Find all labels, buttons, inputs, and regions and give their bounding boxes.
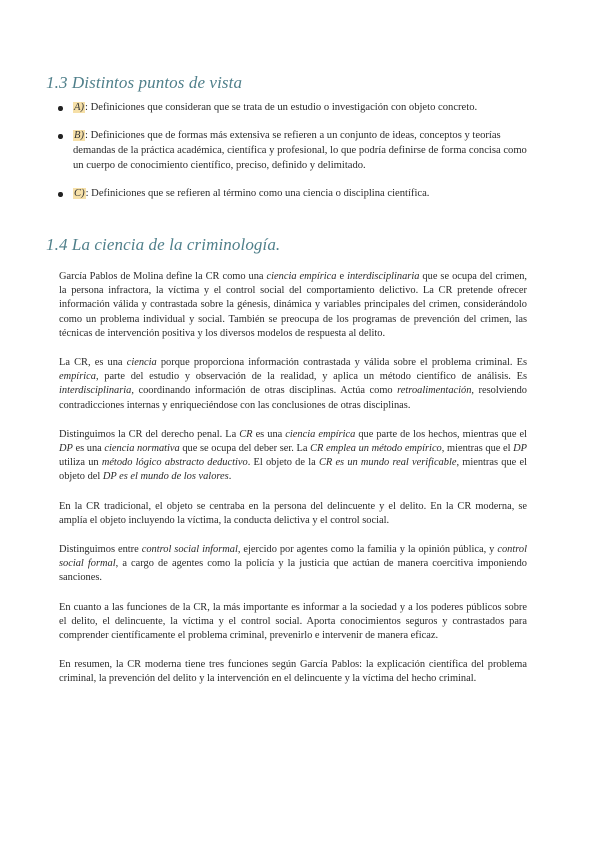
paragraph-social-control: Distinguimos entre control social informal, ejercido por agentes como la familia y la opinión pública, y control social formal, a cargo de agentes como la policía y la justicia que actúan de manera coercitiva imponiendo sanciones. xyxy=(59,544,527,584)
paragraph-functions: En cuanto a las funciones de la CR, la más importante es informar a la sociedad y a los poderes públicos sobre el delito, el delincuente, la víctima y el control social. Aporta conocimientos seguros y contrastados para comprender científicamente el problema criminal, prevenirlo e intervenir de manera eficaz. xyxy=(59,601,527,642)
body-text xyxy=(59,270,527,702)
section-heading-ciencia-criminologia: 1.4 La ciencia de la criminología. xyxy=(46,235,281,254)
paragraph-cr-vs-dp: Distinguimos la CR del derecho penal. La CR es una ciencia empírica que parte de los hechos, mientras que el DP es una ciencia normativa que se ocupa del deber ser. La CR emplea un método empírico, mientras que el DP utiliza un método lógico abstracto deductivo. El objeto de la CR es un mundo real verificable, mientras que el objeto del DP es el mundo de los valores. xyxy=(59,428,528,483)
section-heading-distintos-puntos: 1.3 Distintos puntos de vista xyxy=(46,73,243,92)
highlight-label: C) xyxy=(74,188,85,199)
paragraph-characteristics: La CR, es una ciencia porque proporciona información contrastada y válida sobre el problema criminal. Es empírica, parte del estudio y observación de la realidad, y aplica un método científico de análisis. Es interdisciplinaria, coordinando información de otras disciplinas. Actúa como retroalimentación, resolviendo contradicciones internas y enriqueciéndose con las conclusiones de otras disciplinas. xyxy=(59,357,527,411)
list-item: C): Definiciones que se refieren al término como una ciencia o disciplina científica. xyxy=(57,186,527,201)
list-item: B): Definiciones que de formas más extensiva se refieren a un conjunto de ideas, conceptos y teorías demandas de la práctica académica, científica y profesional, lo que podría definirse de forma concisa como un cuerpo de conocimiento científico, preciso, definido y delimitado. xyxy=(57,128,527,173)
list-item: A): Definiciones que consideran que se trata de un estudio o investigación con objeto concreto. xyxy=(57,100,527,115)
paragraph-definition: García Pablos de Molina define la CR como una ciencia empírica e interdisciplinaria que se ocupa del crimen, la persona infractora, la víctima y el control social del comportamiento delictivo. La CR pretende ofrecer información válida y contrastada sobre la génesis, dinámica y variables principales del crimen, considerándolo como un problema individual y social. También se preocupa de los programas de prevención del crimen, las técnicas de intervención positiva y los diversos modelos de respuesta al delito. xyxy=(59,271,527,339)
paragraph-object: En la CR tradicional, el objeto se centraba en la persona del delincuente y el delito. En la CR moderna, se amplía el objeto incluyendo la víctima, la conducta delictiva y el control social. xyxy=(59,500,527,526)
highlight-label: A) xyxy=(74,102,84,113)
highlight-label: B) xyxy=(74,130,84,141)
definitions-list xyxy=(57,100,527,201)
paragraph-summary: En resumen, la CR moderna tiene tres funciones según García Pablos: la explicación científica del problema criminal, la prevención del delito y la intervención en el delincuente y la víctima del hecho criminal. xyxy=(59,659,527,685)
